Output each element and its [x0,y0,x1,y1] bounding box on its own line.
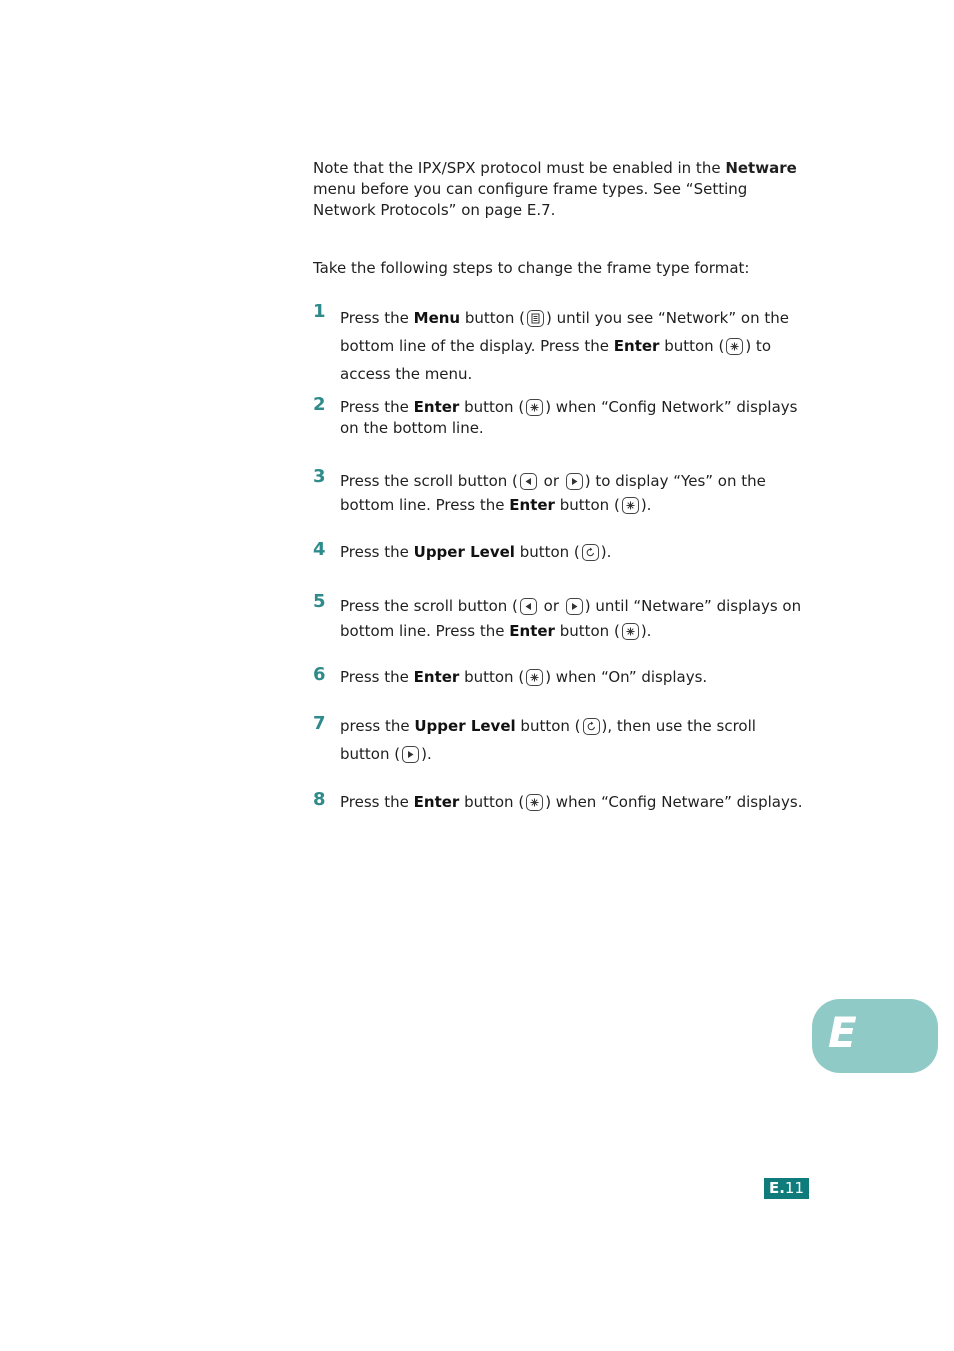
step-number: 5 [313,591,326,612]
scroll-left-button-icon [520,598,537,615]
enter-button-icon [622,497,639,514]
chapter-letter: E [828,1008,857,1057]
step-number: 1 [313,301,326,322]
step-number: 2 [313,394,326,415]
enter-button-icon [526,399,543,416]
step-text: Press the Enter button ( ) when “Config Netware” displays. [340,793,803,811]
scroll-right-button-icon [566,473,583,490]
step-text: Press the scroll button ( or ) until “Netware” displays on bottom line. Press the Enter button ( ). [340,597,802,640]
page-number: 11 [784,1179,805,1197]
upper-level-button-icon [583,718,600,735]
note-text: Note that the IPX/SPX protocol must be enabled in the [313,159,726,177]
step-number: 6 [313,664,326,685]
scroll-right-button-icon [566,598,583,615]
chapter-tab [812,999,938,1073]
menu-button-icon [527,310,544,327]
step-text: press the Upper Level button ( ), then use the scroll button ( ). [340,717,756,763]
step-number: 3 [313,466,326,487]
step-number: 7 [313,713,326,734]
scroll-left-button-icon [520,473,537,490]
enter-button-icon [526,669,543,686]
upper-level-button-icon [582,544,599,561]
step-text: Press the Enter button ( ) when “Config Network” displays on the bottom line. [340,398,798,437]
enter-button-icon [526,794,543,811]
step-number: 8 [313,789,326,810]
page-prefix: E. [768,1179,785,1197]
step-number: 4 [313,539,326,560]
enter-button-icon [726,338,743,355]
page-number-badge [764,1178,809,1199]
step-text: Press the Menu button ( ) until you see “Network” on the bottom line of the display. Press the Enter button ( ) to access the menu. [340,309,789,383]
intro-lead: Take the following steps to change the frame type format: [313,259,750,277]
enter-button-icon [622,623,639,640]
step-text: Press the Upper Level button ( ). [340,543,612,561]
note-bold-netware: Netware [725,159,797,177]
scroll-right-button-icon [402,746,419,763]
step-text: Press the scroll button ( or ) to display “Yes” on the bottom line. Press the Enter button ( ). [340,472,766,514]
step-text: Press the Enter button ( ) when “On” displays. [340,668,708,686]
intro-note [313,158,808,221]
note-text-end: menu before you can configure frame types. See “Setting Network Protocols” on page E.7. [313,180,748,219]
